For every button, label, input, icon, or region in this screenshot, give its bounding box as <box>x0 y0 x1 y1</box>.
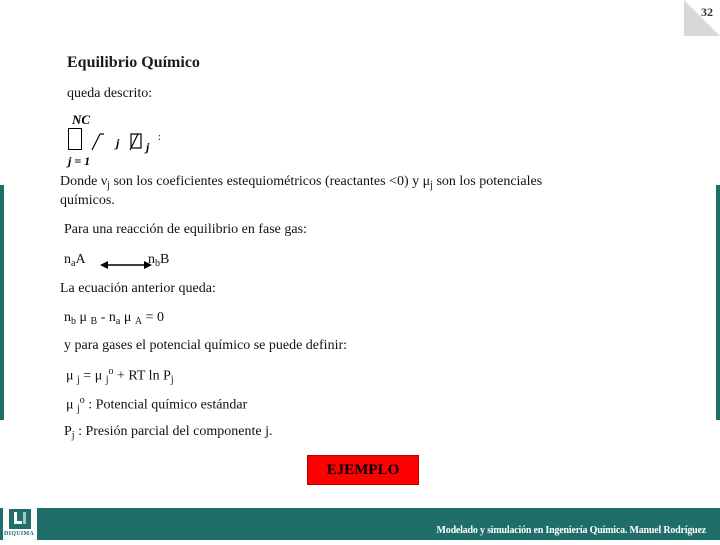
donde-text-1: Donde <box>60 174 101 189</box>
equilibrium-arrow-icon <box>100 258 152 272</box>
gases-intro: y para gases el potencial químico se puede definir: <box>64 338 348 353</box>
product-species: B <box>160 252 170 267</box>
balance-mu2: μ <box>120 310 135 325</box>
mu-std-sub: j <box>77 403 80 415</box>
page-number: 32 <box>701 5 713 19</box>
mu-std-rest: : Potencial químico estándar <box>84 397 248 413</box>
reactant-coef-sub: a <box>71 258 76 269</box>
nu-subscript: j <box>107 180 110 191</box>
pj-sub: j <box>71 430 75 441</box>
left-accent-bar <box>0 185 4 420</box>
balance-n1: n <box>64 310 71 325</box>
mu-def-sup: o <box>108 366 114 377</box>
mu-subscript: j <box>430 180 433 191</box>
mu-std-mu: μ <box>66 397 78 413</box>
sum-tail: : <box>158 132 161 143</box>
donde-text-2: son los coeficientes estequiométricos (reactantes <0) y <box>109 174 423 189</box>
mu-symbol: μ <box>422 174 431 189</box>
nu-symbol: ν <box>100 174 108 189</box>
product-term <box>148 252 169 269</box>
equation-result-intro: La ecuación anterior queda: <box>60 281 216 296</box>
reactant-term <box>64 252 86 269</box>
reaction-intro: Para una reacción de equilibrio en fase gas: <box>64 222 307 237</box>
balance-mu2-sub: A <box>134 316 143 327</box>
balance-n2-sub: a <box>115 316 121 327</box>
balance-minus: - n <box>97 310 116 325</box>
mu-def-sub: j <box>77 374 80 386</box>
donde-line-1 <box>60 174 542 191</box>
right-accent-bar <box>716 185 720 420</box>
pj-definition <box>64 424 272 441</box>
mu-std-sup: o <box>79 395 85 406</box>
sum-symbol-box <box>68 128 82 150</box>
donde-line-2: químicos. <box>60 193 115 208</box>
slide-title: Equilibrio Químico <box>67 54 200 71</box>
balance-n1-sub: b <box>71 316 76 327</box>
sum-upper-limit: NC <box>72 112 91 127</box>
balance-equation <box>64 310 164 327</box>
summation-equation <box>66 112 176 172</box>
mu-definition <box>66 366 174 386</box>
mu-def-mu: μ <box>66 368 78 384</box>
logo-text: DIQUIMA <box>4 531 35 537</box>
sum-sub-j: j <box>116 136 120 150</box>
sum-operand-glyphs <box>88 130 168 154</box>
balance-mu1: μ <box>76 310 91 325</box>
reactant-coef: n <box>64 252 71 267</box>
pj-rest: : Presión parcial del componente j. <box>74 424 273 439</box>
mu-def-sub3: j <box>170 374 174 386</box>
sum-sub-j2: j <box>146 140 150 154</box>
mu-standard-definition <box>66 395 247 415</box>
sum-lower-limit: j = 1 <box>68 154 91 168</box>
product-coef: n <box>148 252 155 267</box>
balance-rhs: = 0 <box>142 310 164 325</box>
mu-def-rest: + RT ln P <box>113 368 171 384</box>
product-coef-sub: b <box>155 258 160 269</box>
diquima-logo <box>3 508 37 540</box>
mu-def-sub2: j <box>105 374 109 386</box>
intro-text: queda descrito: <box>67 86 153 101</box>
donde-text-3: son los potenciales <box>432 174 543 189</box>
pj-p: P <box>64 424 72 439</box>
balance-mu1-sub: B <box>90 316 98 327</box>
footer-credit: Modelado y simulación en Ingeniería Química. Manuel Rodríguez <box>436 525 706 536</box>
mu-def-eq: = μ <box>79 368 106 384</box>
ejemplo-button[interactable]: EJEMPLO <box>307 455 419 485</box>
reactant-species: A <box>75 252 86 267</box>
